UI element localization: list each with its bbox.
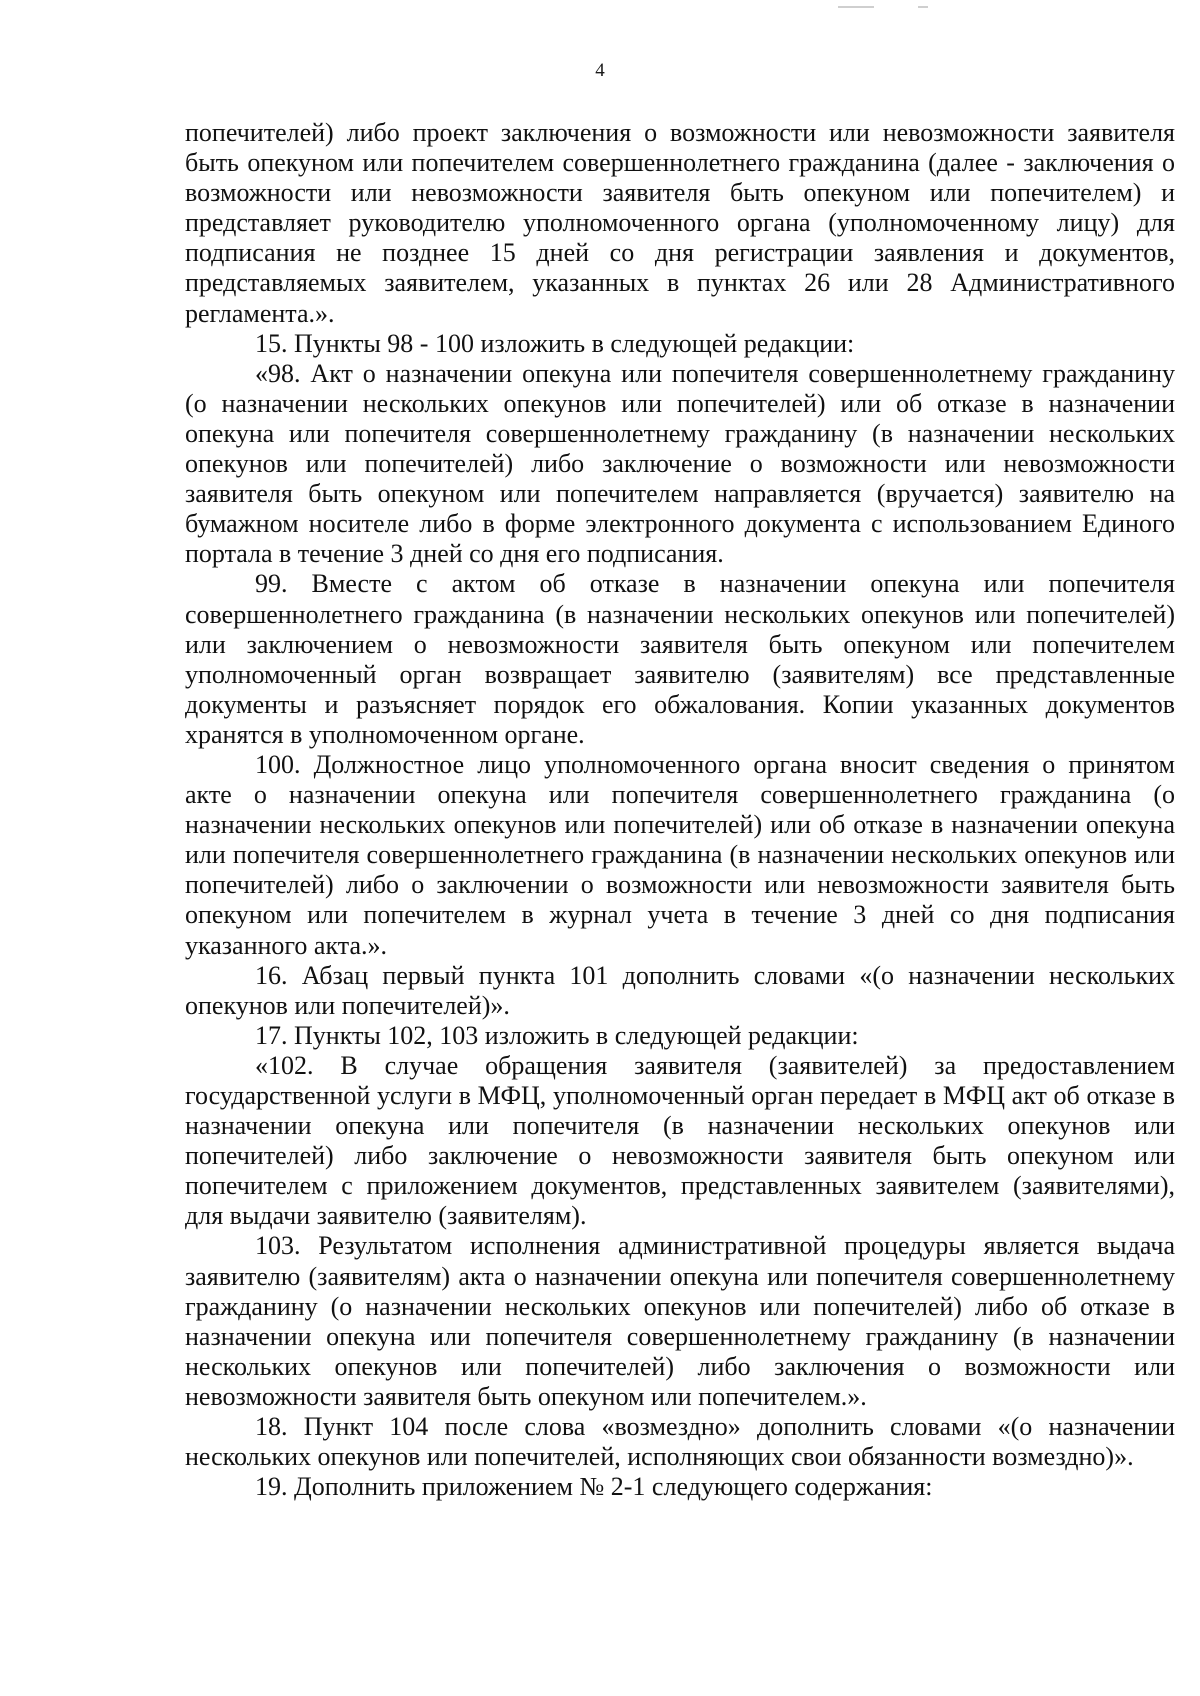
page-number: 4 [595,60,605,81]
paragraph-item-103: 103. Результатом исполнения административной процедуры является выдача заявителю (заявителям) акта о назначении опекуна или попечителя совершеннолетнему гражданину (о назначении нескольких опекунов или попечителей) либо об отказе в назначении опекуна или попечителя совершеннолетнему гражданину (в назначении нескольких опекунов или попечителей) либо заключения о возможности или невозможности заявителя быть опекуном или попечителем.». [185,1231,1175,1411]
paragraph-item-19: 19. Дополнить приложением № 2-1 следующего содержания: [255,1472,933,1502]
scan-artifact-mark [918,6,928,8]
paragraph-item-99: 99. Вместе с актом об отказе в назначении опекуна или попечителя совершеннолетнего гражданина (в назначении нескольких опекунов или попечителей) или заключением о невозможности заявителя быть опекуном или попечителем уполномоченный орган возвращает заявителю (заявителям) все представленные документы и разъясняет порядок его обжалования. Копии указанных документов хранятся в уполномоченном органе. [185,569,1175,749]
paragraph-item-102: «102. В случае обращения заявителя (заявителей) за предоставлением государственной услуги в МФЦ, уполномоченный орган передает в МФЦ акт об отказе в назначении опекуна или попечителя (в назначении нескольких опекунов или попечителей) либо заключение о невозможности заявителя быть опекуном или попечителем с приложением документов, представленных заявителем (заявителями), для выдачи заявителю (заявителям). [185,1050,1175,1231]
paragraph-continuation: попечителей) либо проект заключения о возможности или невозможности заявителя быть опекуном или попечителем совершеннолетнего гражданина (далее - заключения о возможности или невозможности заявителя быть опекуном или попечителем) и представляет руководителю уполномоченного органа (уполномоченному лицу) для подписания не позднее 15 дней со дня регистрации заявления и документов, представляемых заявителем, указанных в пунктах 26 или 28 Административного регламента.». [185,118,1175,328]
document-body [185,118,1175,1502]
scan-artifact-mark [838,6,874,8]
paragraph-item-98: «98. Акт о назначении опекуна или попечителя совершеннолетнему гражданину (о назначении нескольких опекунов или попечителей) или об отказе в назначении опекуна или попечителя совершеннолетнему гражданину (в назначении нескольких опекунов или попечителей) либо заключение о возможности или невозможности заявителя быть опекуном или попечителем направляется (вручается) заявителю на бумажном носителе либо в форме электронного документа с использованием Единого портала в течение 3 дней со дня его подписания. [185,358,1175,569]
paragraph-item-18: 18. Пункт 104 после слова «возмездно» дополнить словами «(о назначении нескольких опекунов или попечителей, исполняющих свои обязанности возмездно)». [185,1412,1175,1472]
paragraph-item-16: 16. Абзац первый пункта 101 дополнить словами «(о назначении нескольких опекунов или попечителей)». [185,960,1175,1020]
paragraph-item-15: 15. Пункты 98 - 100 изложить в следующей редакции: [255,328,855,358]
paragraph-item-100: 100. Должностное лицо уполномоченного органа вносит сведения о принятом акте о назначении опекуна или попечителя совершеннолетнего гражданина (о назначении нескольких опекунов или попечителей) или об отказе в назначении опекуна или попечителя совершеннолетнего гражданина (в назначении нескольких опекунов или попечителей) либо о заключении о возможности или невозможности заявителя быть опекуном или попечителем в журнал учета в течение 3 дней со дня подписания указанного акта.». [185,749,1175,960]
paragraph-item-17: 17. Пункты 102, 103 изложить в следующей редакции: [255,1020,859,1050]
